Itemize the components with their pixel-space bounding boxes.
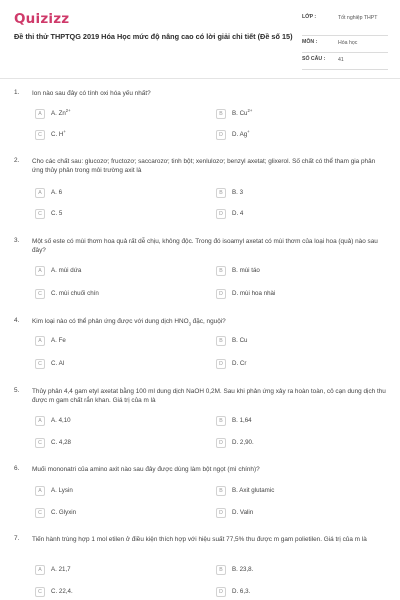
question-number: 7. xyxy=(14,535,20,542)
option-text: B. 1,64 xyxy=(232,417,252,424)
option-text: C. Al xyxy=(51,360,65,367)
question-number: 6. xyxy=(14,465,20,472)
option-letter-box: D xyxy=(216,587,226,597)
option-text: A. 21,7 xyxy=(51,566,71,573)
meta-class-row xyxy=(302,14,388,36)
option-letter-box: D xyxy=(216,209,226,219)
option-text: B. mùi táo xyxy=(232,267,260,274)
option-letter-box: B xyxy=(216,336,226,346)
option-letter-box: D xyxy=(216,130,226,140)
meta-class-label: LỚP : xyxy=(302,14,317,20)
quizizz-logo: Quizizz xyxy=(14,11,70,27)
question-number: 3. xyxy=(14,237,20,244)
option-text: D. 2,90. xyxy=(232,439,254,446)
option-letter-box: D xyxy=(216,508,226,518)
option-letter-box: C xyxy=(35,587,45,597)
option-text: C. 4,28 xyxy=(51,439,71,446)
option-letter-box: A xyxy=(35,109,45,119)
option-text: B. Cu xyxy=(232,337,248,344)
option-text: A. Fe xyxy=(51,337,66,344)
option-letter-box: C xyxy=(35,289,45,299)
meta-subject-value: Hóa học xyxy=(338,40,358,46)
question-number: 1. xyxy=(14,89,20,96)
option-letter-box: C xyxy=(35,438,45,448)
option-text: D. Valin xyxy=(232,509,254,516)
worksheet-header xyxy=(0,0,400,78)
option-text: C. 22,4. xyxy=(51,588,73,595)
option-letter-box: D xyxy=(216,359,226,369)
option-letter-box: B xyxy=(216,109,226,119)
option-text: B. $Cu^{2+}$ xyxy=(232,107,253,117)
option-letter-box: A xyxy=(35,188,45,198)
meta-subject-row xyxy=(302,39,388,53)
option-text: D. 6,3. xyxy=(232,588,251,595)
option-text: A. 6 xyxy=(51,189,63,196)
option-letter-box: A xyxy=(35,336,45,346)
meta-count-row xyxy=(302,56,388,70)
option-text: C. 5 xyxy=(51,210,63,217)
question-text: Muối mononatri của amino axit nào sau đây được dùng làm bột ngọt (mì chính)? xyxy=(32,466,260,473)
question-text: Cho các chất sau: glucozơ; fructozơ; saccarozơ; tinh bột; xenlulozơ; benzyl axetat; glixerol. Số chất có thể tham gia phản ứng thủy phân trong môi trường axit là xyxy=(32,158,376,174)
option-text: C. mùi chuối chín xyxy=(51,290,99,297)
meta-subject-label: MÔN : xyxy=(302,39,318,45)
question-text: Kim loại nào có thể phản ứng được với dung dịch $HNO_3$ đặc, nguội? xyxy=(32,318,226,327)
option-text: D. Ag+ xyxy=(232,128,250,138)
meta-count-value: 41 xyxy=(338,57,344,63)
question-text: Ion nào sau đây có tính oxi hóa yếu nhất? xyxy=(32,90,151,97)
option-letter-box: C xyxy=(35,209,45,219)
option-text: A. $Zn^{2+}$ xyxy=(51,107,71,117)
option-text: D. 4 xyxy=(232,210,244,217)
meta-class-value: Tốt nghiệp THPT xyxy=(338,15,378,21)
option-text: B. 23,8. xyxy=(232,566,254,573)
question-number: 5. xyxy=(14,387,20,394)
option-text: D. mùi hoa nhài xyxy=(232,290,276,297)
option-letter-box: C xyxy=(35,130,45,140)
option-text: A. 4,10 xyxy=(51,417,71,424)
option-letter-box: B xyxy=(216,188,226,198)
option-letter-box: A xyxy=(35,416,45,426)
option-letter-box: C xyxy=(35,359,45,369)
option-letter-box: A xyxy=(35,266,45,276)
option-text: B. Axit glutamic xyxy=(232,487,275,494)
option-letter-box: A xyxy=(35,565,45,575)
option-text: C. H+ xyxy=(51,128,66,138)
option-text: A. Lysin xyxy=(51,487,73,494)
option-letter-box: D xyxy=(216,289,226,299)
question-text: Một số este có mùi thơm hoa quả rất dễ chịu, không độc. Trong đó isoamyl axetat có mùi thơm của loại hoa (quả) nào sau đây? xyxy=(32,238,378,254)
worksheet-title: Đề thi thử THPTQG 2019 Hóa Học mức độ nâng cao có lời giải chi tiết (Đề số 15) xyxy=(14,32,293,41)
option-letter-box: B xyxy=(216,565,226,575)
option-letter-box: B xyxy=(216,486,226,496)
option-text: D. Cr xyxy=(232,360,247,367)
option-letter-box: C xyxy=(35,508,45,518)
meta-count-label: SỐ CÂU : xyxy=(302,56,326,62)
question-text: Thủy phân 4,4 gam etyl axetat bằng 100 ml dung dịch NaOH 0,2M. Sau khi phản ứng xảy ra hoàn toàn, cô cạn dung dịch thu được m gam chất rắn khan. Giá trị của m là xyxy=(32,388,386,404)
option-text: B. 3 xyxy=(232,189,244,196)
question-number: 4. xyxy=(14,317,20,324)
option-letter-box: D xyxy=(216,438,226,448)
option-letter-box: A xyxy=(35,486,45,496)
option-letter-box: B xyxy=(216,266,226,276)
question-number: 2. xyxy=(14,157,20,164)
header-divider xyxy=(0,78,400,79)
option-letter-box: B xyxy=(216,416,226,426)
question-text: Tiến hành trùng hợp 1 mol etilen ở điều kiện thích hợp với hiệu suất 77,5% thu được m gam polietilen. Giá trị của m là xyxy=(32,536,367,543)
option-text: C. Glyxin xyxy=(51,509,77,516)
option-text: A. mùi dứa xyxy=(51,267,82,274)
